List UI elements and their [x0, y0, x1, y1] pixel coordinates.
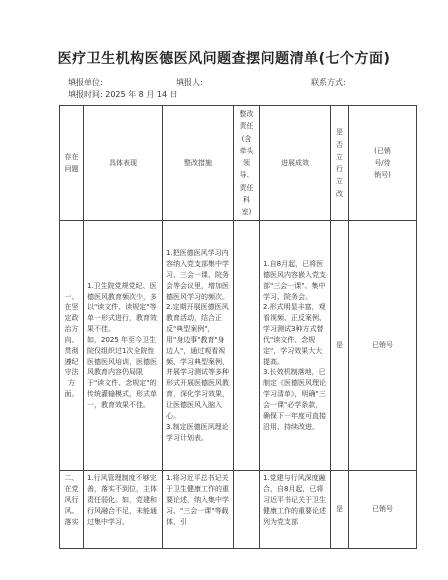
progress-cell: 1.自8月起，已将医德医风内容嵌入党支部"三会一课"、集中学习、院务会。 2.形式明显丰富，观看视频、正反案例、学习测试3种方式替代"读文件、念规定"，学习效果大大提高。 3.长效机制落地，已制定《医德医风理论学习清单》，明确"三会一课"必学条款，确保下一年度可直接沿用、持续改进。 [260, 221, 331, 471]
fill-unit-label: 填报单位: [68, 78, 103, 87]
table-row [60, 221, 417, 471]
filler-label: 填报人: [176, 78, 203, 87]
manifestation-cell: 1.卫生院党规党纪、医德医风教育频次少，多以"读文件、读规定"等单一形式进行，教育效果不佳。 如，2025 年至今卫生院仅组织过1次全院性医德医风培训，医德医风教育内容仍局限于"读文件、念规定"的传统灌输模式，形式单一，教育效果不佳。 [84, 221, 163, 471]
immediate-cell: 是 [331, 471, 349, 549]
contact-label: 联系方式: [311, 78, 346, 87]
header-progress: 进展成效 [260, 106, 331, 221]
header-manifestation: 具体表现 [84, 106, 163, 221]
header-problem: 存在 问题 [60, 106, 84, 221]
header-measures: 整改措施 [163, 106, 234, 221]
problem-cell: 一、在坚定政治方向、贯彻遵纪守法方面。 [60, 221, 84, 471]
status-cell: 已销号 [349, 221, 417, 471]
header-responsibility: 整改 责任 (含 牵头 领 导、 责任 科 室) [234, 106, 260, 221]
problem-cell: 二、在党风行风、落实 [60, 471, 84, 549]
measures-cell: 1.把医德医风学习内容纳入党支部集中学习、三会一课、院务会等会议里，增加医德医风学习的频次。 2.定期开展医德医风教育活动，结合正反"典型案例"，用"身边事"教育"身边人"，通过观看视频、学习典型案例，并展学习测试等多种形式开展医德医风教育，深化学习效果，让医德医风入脑入心。 3.制定医德医风理论学习计划表。 [163, 221, 234, 471]
issue-list-table [59, 105, 417, 549]
header-immediate: 是否立行立改 [331, 106, 349, 221]
header-status: (已销 号/待 销号) [349, 106, 417, 221]
responsibility-cell [234, 471, 260, 549]
manifestation-cell: 1.行风管理制度不够完善，落实不到位，主体责任弱化。如，党建和行风融合不足，未能通过集中学习、 [84, 471, 163, 549]
status-cell: 已销号 [349, 471, 417, 549]
table-row [60, 471, 417, 549]
immediate-cell: 是 [331, 221, 349, 471]
measures-cell: 1.将习近平总书记关于卫生健康工作的重要论述，纳入集中学习、"三会一课"等载体，引 [163, 471, 234, 549]
document-title: 医疗卫生机构医德医风问题查摆问题清单(七个方面) [57, 51, 391, 67]
fill-time: 填报时间: 2025 年 8 月 14 日 [68, 90, 178, 99]
responsibility-cell [234, 221, 260, 471]
table-header-row [60, 106, 417, 221]
progress-cell: 1.党建与行风深度融合，自8月起，已将习近平书记关于卫生健康工作的重要论述列为党支部 [260, 471, 331, 549]
